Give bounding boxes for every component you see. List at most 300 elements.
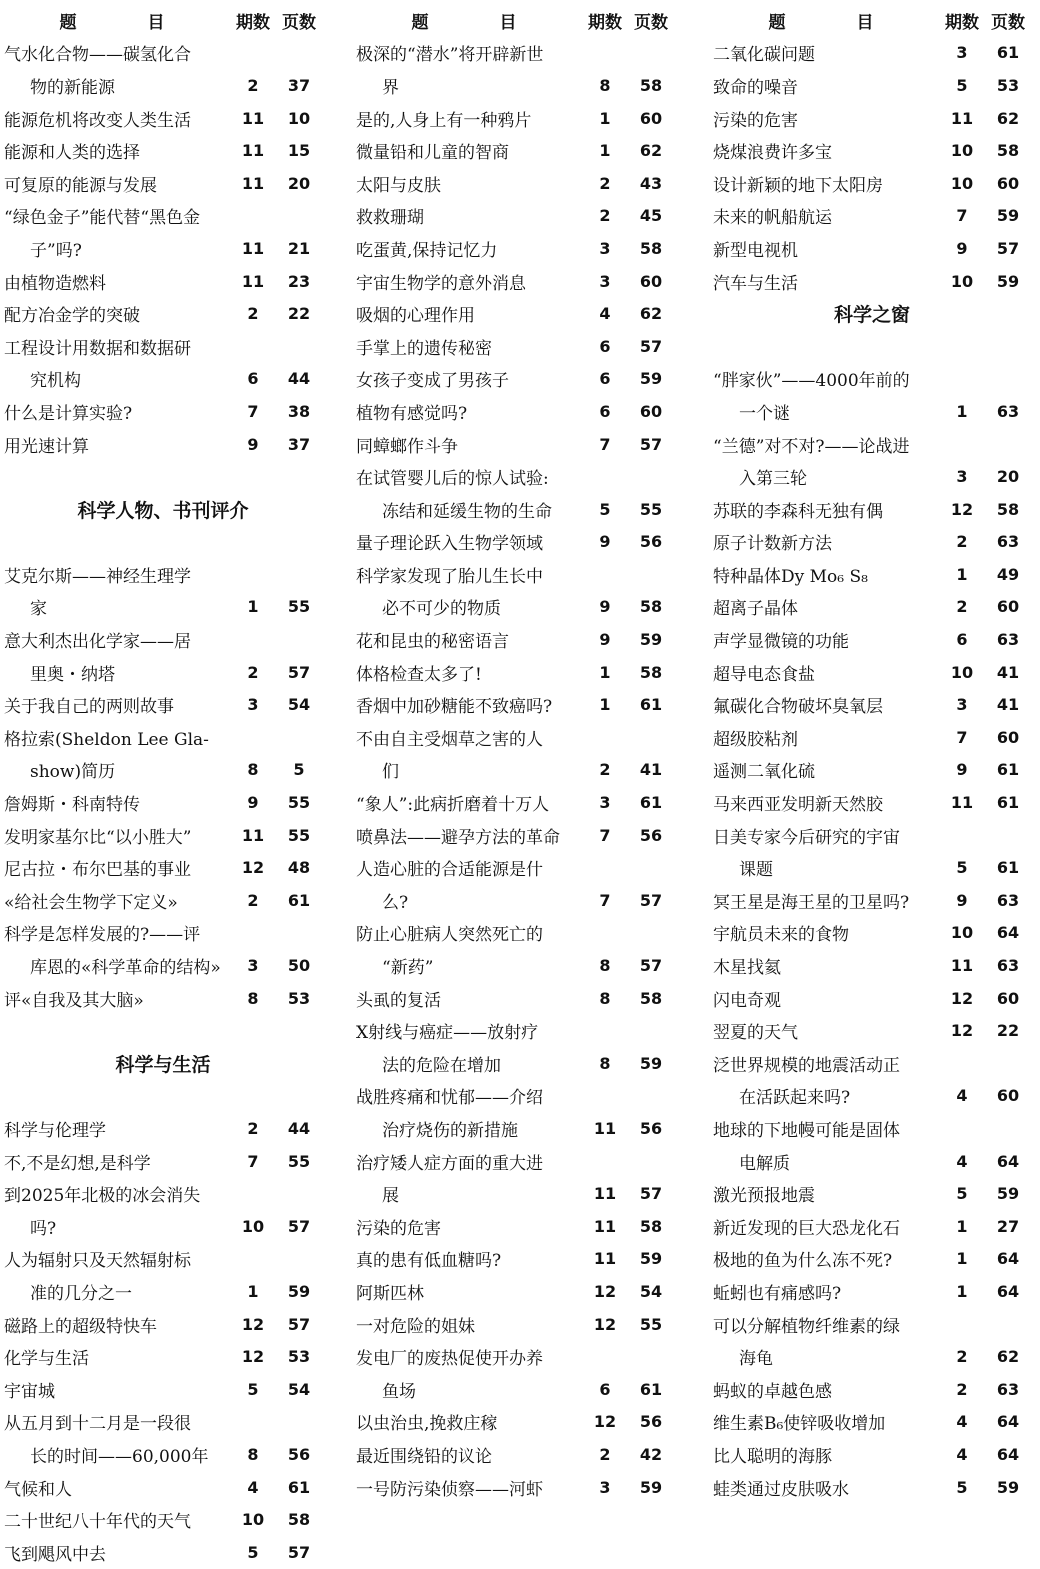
entry-issue: 8 (247, 1444, 259, 1464)
index-entry (4, 1308, 322, 1341)
entry-title: 治疗矮人症方面的重大进 (356, 1153, 543, 1174)
entry-title: 救救珊瑚 (356, 208, 424, 229)
header-title-a: 题 (411, 12, 429, 33)
entry-title: 超离子晶体 (713, 599, 798, 620)
entry-issue: 8 (599, 956, 611, 976)
entry-page: 59 (996, 1184, 1020, 1204)
entry-page: 57 (639, 956, 663, 976)
entry-page: 60 (639, 271, 663, 291)
entry-title: 原子计数新方法 (713, 534, 832, 555)
entry-page: 22 (996, 1021, 1020, 1041)
index-entry (713, 200, 1031, 233)
entry-issue: 4 (956, 1444, 968, 1464)
index-entry (4, 330, 322, 363)
entry-page: 55 (287, 597, 311, 617)
entry-title: 冥王星是海王星的卫星吗? (713, 892, 910, 913)
index-entry (4, 721, 322, 754)
entry-title: 们 (382, 762, 399, 783)
entry-issue: 8 (247, 988, 259, 1008)
entry-page: 59 (639, 630, 663, 650)
entry-page: 63 (996, 630, 1020, 650)
entry-issue: 7 (599, 890, 611, 910)
index-entry (356, 851, 674, 884)
entry-title: 配方冶金学的突破 (4, 306, 140, 327)
entry-page: 48 (287, 858, 311, 878)
entry-title: 吗? (30, 1218, 57, 1239)
entry-page: 57 (639, 336, 663, 356)
entry-page: 59 (639, 1053, 663, 1073)
entry-title: 最近围绕铅的议论 (356, 1446, 492, 1467)
entry-title: 么? (382, 892, 409, 913)
entry-page: 61 (639, 695, 663, 715)
entry-issue: 1 (599, 141, 611, 161)
entry-page: 56 (639, 825, 663, 845)
entry-issue: 7 (247, 401, 259, 421)
entry-page: 41 (996, 695, 1020, 715)
entry-issue: 2 (956, 1379, 968, 1399)
header-title (4, 8, 230, 33)
entry-issue: 1 (599, 108, 611, 128)
entry-issue: 12 (950, 1021, 974, 1041)
entry-page: 61 (996, 43, 1020, 63)
entry-title: 是的,人身上有一种鸦片 (356, 110, 532, 131)
entry-title: 微量铅和儿童的智商 (356, 143, 509, 164)
entry-title: 长的时间——60,000年 (30, 1446, 209, 1467)
header-title-a: 题 (59, 12, 77, 33)
entry-page: 60 (639, 108, 663, 128)
entry-page: 50 (287, 956, 311, 976)
entry-title: «给社会生物学下定义» (4, 892, 178, 913)
entry-title: 库恩的«科学革命的结构» (30, 958, 221, 979)
index-entry (4, 1503, 322, 1536)
entry-issue: 1 (956, 401, 968, 421)
index-entry (713, 754, 1031, 787)
entry-continuation (4, 656, 322, 689)
entry-page: 54 (287, 695, 311, 715)
entry-title: 家 (30, 599, 47, 620)
entry-continuation (356, 884, 674, 917)
index-entry (713, 526, 1031, 559)
entry-page: 59 (996, 271, 1020, 291)
entry-page: 62 (639, 141, 663, 161)
index-entry (356, 460, 674, 493)
entry-page: 62 (996, 108, 1020, 128)
index-entry (356, 526, 674, 559)
index-entry (4, 1112, 322, 1145)
entry-page: 54 (287, 1379, 311, 1399)
index-entry (713, 1373, 1031, 1406)
entry-issue: 3 (956, 43, 968, 63)
index-entry (4, 134, 322, 167)
entry-page: 58 (639, 988, 663, 1008)
entry-continuation (356, 493, 674, 526)
index-entry (713, 428, 1031, 461)
entry-page: 41 (996, 662, 1020, 682)
index-entry (713, 721, 1031, 754)
index-entry (4, 1243, 322, 1276)
entry-continuation (356, 1047, 674, 1080)
entry-title: 艾克尔斯——神经生理学 (4, 566, 191, 587)
entry-title: 马来西亚发明新天然胶 (713, 795, 883, 816)
entry-issue: 10 (241, 1510, 265, 1530)
index-entry (713, 1047, 1031, 1080)
entry-page: 63 (996, 401, 1020, 421)
index-entry (356, 1080, 674, 1113)
spacer (4, 460, 322, 493)
entry-issue: 1 (956, 1216, 968, 1236)
entry-title: 苏联的李森科无独有偶 (713, 501, 883, 522)
entry-page: 56 (639, 1118, 663, 1138)
index-entry (4, 1145, 322, 1178)
entry-title: 蚂蚁的卓越色感 (713, 1381, 832, 1402)
entry-title: 极深的“潜水”将开辟新世 (356, 45, 544, 66)
entry-page: 63 (996, 1379, 1020, 1399)
entry-title: 磁路上的超级特快车 (4, 1316, 157, 1337)
index-entry (713, 1308, 1031, 1341)
entry-title: 不由自主受烟草之害的人 (356, 729, 543, 750)
entry-continuation (4, 1438, 322, 1471)
entry-title: 詹姆斯・科南特传 (4, 795, 140, 816)
entry-issue: 5 (956, 1184, 968, 1204)
entry-title: 遥测二氧化硫 (713, 762, 815, 783)
index-entry (356, 917, 674, 950)
index-entry (356, 265, 674, 298)
index-entry (713, 688, 1031, 721)
entry-continuation (356, 1112, 674, 1145)
entry-title: “象人”:此病折磨着十万人 (356, 795, 550, 816)
entry-issue: 5 (956, 858, 968, 878)
index-entry (4, 558, 322, 591)
entry-page: 10 (287, 108, 311, 128)
index-entry (713, 1471, 1031, 1504)
index-entry (356, 1243, 674, 1276)
entry-title: 太阳与皮肤 (356, 175, 441, 196)
entry-title: 在活跃起来吗? (739, 1088, 851, 1109)
entry-issue: 1 (956, 1281, 968, 1301)
entry-title: 人造心脏的合适能源是什 (356, 860, 543, 881)
entry-title: 物的新能源 (30, 77, 115, 98)
index-entry (356, 428, 674, 461)
entry-title: 极地的鱼为什么冻不死? (713, 1251, 893, 1272)
entry-page: 42 (639, 1444, 663, 1464)
entry-title: 海龟 (739, 1349, 773, 1370)
entry-page: 57 (287, 1216, 311, 1236)
index-entry (356, 1210, 674, 1243)
entry-page: 56 (287, 1444, 311, 1464)
entry-page: 55 (639, 1314, 663, 1334)
entry-continuation (713, 1080, 1031, 1113)
header-page: 页数 (991, 12, 1025, 33)
entry-title: 由植物造燃料 (4, 273, 106, 294)
entry-title: 声学显微镜的功能 (713, 632, 849, 653)
index-entry (713, 819, 1031, 852)
entry-issue: 11 (593, 1249, 617, 1269)
index-entry (4, 623, 322, 656)
entry-issue: 12 (241, 1314, 265, 1334)
entry-issue: 2 (599, 760, 611, 780)
entry-title: 用光速计算 (4, 436, 89, 457)
spacer (4, 526, 322, 559)
entry-continuation (4, 363, 322, 396)
entry-page: 58 (287, 1510, 311, 1530)
entry-page: 59 (287, 1281, 311, 1301)
entry-continuation (356, 69, 674, 102)
section-heading: 科学与生活 (115, 1053, 211, 1076)
entry-issue: 2 (599, 1444, 611, 1464)
entry-title: 展 (382, 1186, 399, 1207)
entry-title: 宇航员未来的食物 (713, 925, 849, 946)
entry-title: 科学与伦理学 (4, 1120, 106, 1141)
index-entry (713, 1438, 1031, 1471)
entry-issue: 4 (956, 1086, 968, 1106)
entry-title: 地球的下地幔可能是固体 (713, 1120, 900, 1141)
entry-page: 61 (639, 793, 663, 813)
entry-title: 维生素B₆使锌吸收增加 (713, 1414, 886, 1435)
entry-title: 烧煤浪费许多宝 (713, 143, 832, 164)
index-entry (356, 102, 674, 135)
index-entry (4, 102, 322, 135)
entry-title: 翌夏的天气 (713, 1023, 798, 1044)
entry-issue: 5 (247, 1379, 259, 1399)
index-entry (713, 656, 1031, 689)
entry-title: X射线与癌症——放射疗 (356, 1023, 539, 1044)
entry-page: 58 (639, 1216, 663, 1236)
entry-title: 宇宙城 (4, 1381, 55, 1402)
entry-page: 63 (996, 956, 1020, 976)
entry-page: 61 (287, 890, 311, 910)
entry-title: 激光预报地震 (713, 1186, 815, 1207)
entry-issue: 6 (247, 369, 259, 389)
entry-page: 20 (996, 467, 1020, 487)
entry-issue: 12 (950, 988, 974, 1008)
header-title (356, 8, 582, 33)
entry-page: 64 (996, 1151, 1020, 1171)
entry-title: 同蟑螂作斗争 (356, 436, 458, 457)
entry-title: 真的患有低血糖吗? (356, 1251, 502, 1272)
entry-issue: 9 (247, 793, 259, 813)
entry-issue: 2 (247, 662, 259, 682)
index-entry (713, 1112, 1031, 1145)
entry-continuation (4, 1210, 322, 1243)
entry-page: 64 (996, 1281, 1020, 1301)
entry-issue: 11 (593, 1118, 617, 1138)
header-page: 页数 (634, 12, 668, 33)
entry-title: 什么是计算实验? (4, 403, 133, 424)
index-entry (713, 363, 1031, 396)
entry-issue: 2 (599, 206, 611, 226)
index-entry (356, 395, 674, 428)
entry-page: 60 (996, 988, 1020, 1008)
index-entry (713, 167, 1031, 200)
entry-issue: 3 (956, 467, 968, 487)
header-title-b: 目 (147, 12, 165, 33)
index-entry (4, 37, 322, 70)
entry-page: 59 (639, 1249, 663, 1269)
entry-page: 62 (639, 304, 663, 324)
entry-title: 准的几分之一 (30, 1283, 132, 1304)
entry-issue: 10 (950, 923, 974, 943)
entry-title: 女孩子变成了男孩子 (356, 371, 509, 392)
entry-page: 58 (996, 141, 1020, 161)
column-header (4, 4, 322, 37)
index-column-2 (356, 4, 674, 1503)
index-entry (356, 1471, 674, 1504)
entry-title: 从五月到十二月是一段很 (4, 1414, 191, 1435)
index-entry (713, 884, 1031, 917)
index-entry (4, 1536, 322, 1569)
entry-continuation (4, 949, 322, 982)
entry-continuation (356, 754, 674, 787)
entry-title: 冻结和延缓生物的生命 (382, 501, 552, 522)
index-entry (4, 167, 322, 200)
section-heading: 科学之窗 (833, 304, 910, 327)
entry-issue: 12 (241, 858, 265, 878)
entry-issue: 4 (247, 1477, 259, 1497)
entry-page: 60 (996, 727, 1020, 747)
header-issue: 期数 (236, 12, 270, 33)
entry-title: 防止心脏病人突然死亡的 (356, 925, 543, 946)
entry-page: 43 (639, 173, 663, 193)
entry-continuation (356, 949, 674, 982)
entry-page: 61 (996, 760, 1020, 780)
entry-title: 致命的噪音 (713, 77, 798, 98)
entry-title: 人为辐射只及天然辐射标 (4, 1251, 191, 1272)
header-issue: 期数 (945, 12, 979, 33)
entry-continuation (356, 1177, 674, 1210)
entry-title: 阿斯匹林 (356, 1283, 424, 1304)
column-header (356, 4, 674, 37)
entry-issue: 1 (599, 662, 611, 682)
entry-issue: 6 (599, 401, 611, 421)
index-entry (356, 656, 674, 689)
index-entry (713, 949, 1031, 982)
entry-title: 能源和人类的选择 (4, 143, 140, 164)
entry-title: 闪电奇观 (713, 990, 781, 1011)
entry-page: 57 (287, 662, 311, 682)
entry-issue: 12 (241, 1347, 265, 1367)
index-entry (4, 1373, 322, 1406)
entry-title: 蛙类通过皮肤吸水 (713, 1479, 849, 1500)
section-heading: 科学人物、书刊评介 (77, 499, 249, 522)
index-entry (713, 623, 1031, 656)
index-entry (4, 688, 322, 721)
entry-title: 评«自我及其大脑» (4, 990, 144, 1011)
entry-title: 喷鼻法——避孕方法的革命 (356, 827, 560, 848)
header-title (713, 8, 939, 33)
entry-page: 63 (996, 890, 1020, 910)
entry-page: 53 (287, 1347, 311, 1367)
entry-title: 污染的危害 (356, 1218, 441, 1239)
index-column-1 (4, 4, 322, 1569)
entry-title: 界 (382, 77, 399, 98)
entry-page: 57 (639, 434, 663, 454)
entry-issue: 3 (956, 695, 968, 715)
entry-page: 64 (996, 1444, 1020, 1464)
entry-issue: 11 (241, 825, 265, 845)
entry-title: 设计新颖的地下太阳房 (713, 175, 883, 196)
entry-issue: 7 (599, 825, 611, 845)
index-entry (4, 297, 322, 330)
index-entry (713, 1275, 1031, 1308)
entry-issue: 7 (599, 434, 611, 454)
index-entry (713, 1014, 1031, 1047)
index-entry (713, 786, 1031, 819)
entry-page: 61 (639, 1379, 663, 1399)
index-entry (356, 1340, 674, 1373)
index-entry (356, 167, 674, 200)
index-entry (713, 69, 1031, 102)
entry-title: 飞到飓风中去 (4, 1544, 106, 1565)
entry-title: “新药” (382, 958, 434, 979)
entry-title: 治疗烧伤的新措施 (382, 1120, 518, 1141)
entry-issue: 7 (247, 1151, 259, 1171)
entry-page: 58 (639, 662, 663, 682)
entry-issue: 9 (956, 890, 968, 910)
index-entry (713, 591, 1031, 624)
entry-title: 能源危机将改变人类生活 (4, 110, 191, 131)
header-issue: 期数 (588, 12, 622, 33)
entry-page: 55 (639, 499, 663, 519)
index-entry (356, 232, 674, 265)
entry-title: 吃蛋黄,保持记忆力 (356, 240, 498, 261)
index-entry (356, 297, 674, 330)
spacer (4, 1080, 322, 1113)
entry-page: 22 (287, 304, 311, 324)
header-page: 页数 (282, 12, 316, 33)
entry-issue: 11 (950, 956, 974, 976)
entry-page: 23 (287, 271, 311, 291)
entry-continuation (356, 1373, 674, 1406)
entry-page: 45 (639, 206, 663, 226)
entry-page: 37 (287, 434, 311, 454)
entry-page: 58 (639, 75, 663, 95)
entry-continuation (713, 460, 1031, 493)
entry-title: 化学与生活 (4, 1349, 89, 1370)
entry-issue: 12 (593, 1281, 617, 1301)
index-entry (713, 1210, 1031, 1243)
entry-page: 55 (287, 825, 311, 845)
entry-title: 泛世界规模的地震活动正 (713, 1055, 900, 1076)
entry-title: 一号防污染侦察——河虾 (356, 1479, 543, 1500)
index-entry (356, 721, 674, 754)
entry-issue: 1 (956, 1249, 968, 1269)
index-entry (4, 200, 322, 233)
index-entry (356, 200, 674, 233)
entry-title: 发明家基尔比“以小胜大” (4, 827, 192, 848)
entry-title: 木星找氦 (713, 958, 781, 979)
index-entry (4, 884, 322, 917)
index-entry (4, 265, 322, 298)
entry-issue: 12 (950, 499, 974, 519)
entry-issue: 11 (950, 793, 974, 813)
entry-page: 53 (996, 75, 1020, 95)
index-entry (713, 1243, 1031, 1276)
entry-issue: 4 (956, 1151, 968, 1171)
entry-page: 64 (996, 1412, 1020, 1432)
index-entry (4, 428, 322, 461)
entry-title: 以虫治虫,挽救庄稼 (356, 1414, 498, 1435)
entry-issue: 3 (247, 956, 259, 976)
entry-page: 53 (287, 988, 311, 1008)
entry-issue: 10 (950, 662, 974, 682)
index-entry (356, 819, 674, 852)
entry-issue: 3 (599, 793, 611, 813)
index-entry (713, 134, 1031, 167)
entry-title: 究机构 (30, 371, 81, 392)
entry-title: 里奥・纳塔 (30, 664, 115, 685)
entry-issue: 4 (956, 1412, 968, 1432)
entry-title: show)简历 (30, 762, 116, 783)
